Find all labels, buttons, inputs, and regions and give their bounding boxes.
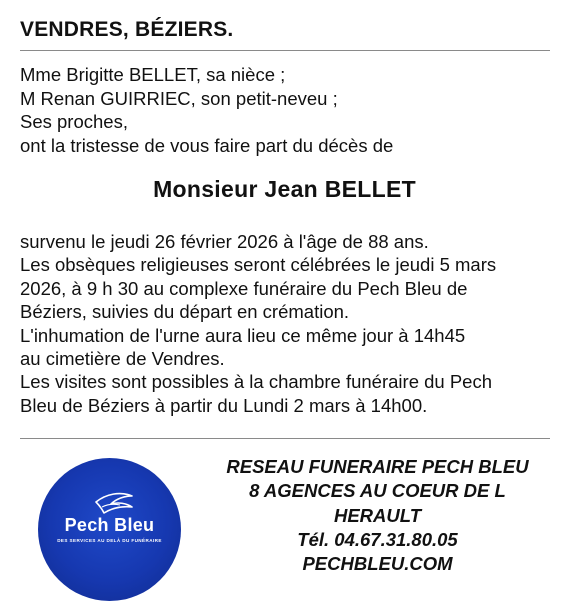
location-heading: VENDRES, BÉZIERS. [20,18,234,41]
body-line: 2026, à 9 h 30 au complexe funéraire du Pech Bleu de [20,277,468,299]
funeral-network-info [195,455,560,576]
body-line: Béziers, suivies du départ en crémation. [20,301,350,323]
phone-number: Tél. 04.67.31.80.05 [297,528,458,550]
body-line: Bleu de Béziers à partir du Lundi 2 mars à 14h00. [20,394,428,416]
body-line: Les obsèques religieuses seront célébrées le jeudi 5 mars [20,254,497,276]
agencies-line: 8 AGENCES AU COEUR DE L [249,480,506,502]
body-line: au cimetière de Vendres. [20,348,225,370]
notice-body [20,230,552,417]
family-line: Ses proches, [20,111,128,132]
bottom-divider [20,438,550,439]
body-line: survenu le jeudi 26 février 2026 à l'âge de 88 ans. [20,231,429,252]
pech-bleu-logo [38,458,181,601]
family-line: Mme Brigitte BELLET, sa nièce ; [20,64,286,85]
family-line: ont la tristesse de vous faire part du décès de [20,134,394,156]
network-name: RESEAU FUNERAIRE PECH BLEU [226,456,529,477]
top-divider [20,50,550,51]
logo-tagline: DES SERVICES AU DELÀ DU FUNÉRAIRE [57,538,162,543]
family-line: M Renan GUIRRIEC, son petit-neveu ; [20,87,338,109]
logo-name: Pech Bleu [64,515,155,535]
body-line: L'inhumation de l'urne aura lieu ce même jour à 14h45 [20,324,466,346]
agencies-line-cont: HERAULT [333,504,421,526]
website: PECHBLEU.COM [302,553,453,575]
deceased-name: Monsieur Jean BELLET [153,176,416,202]
body-line: Les visites sont possibles à la chambre funéraire du Pech [20,371,493,393]
family-list [20,63,393,157]
